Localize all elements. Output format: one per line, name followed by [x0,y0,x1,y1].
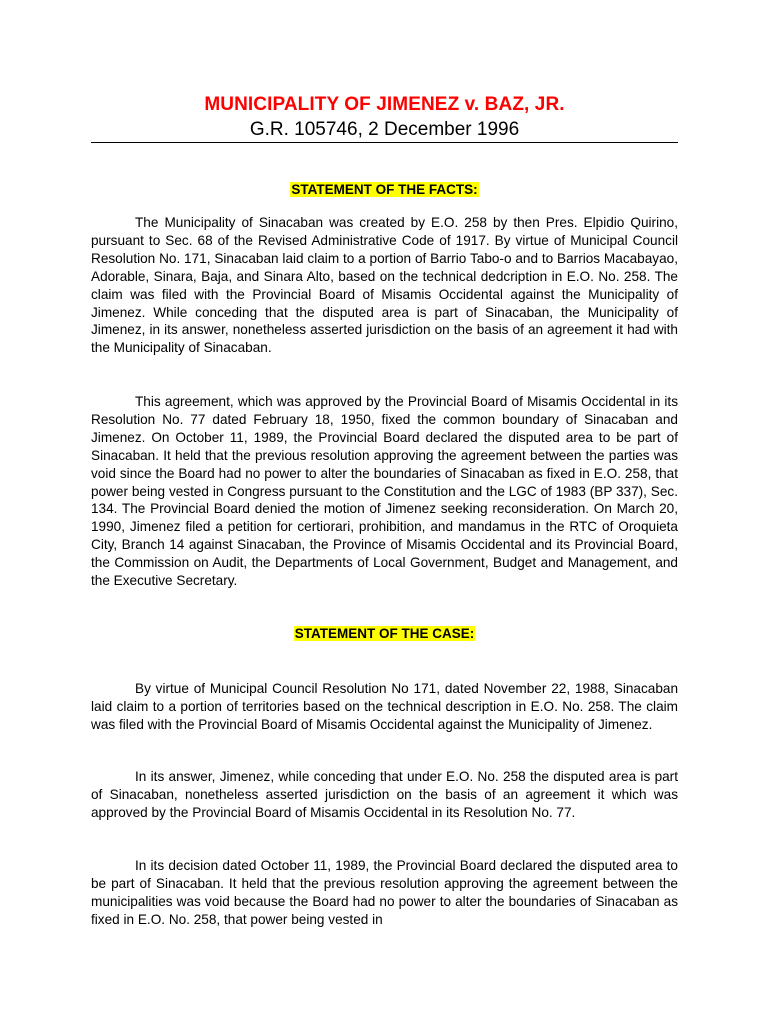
section-heading-facts: STATEMENT OF THE FACTS: [291,182,478,197]
paragraph: The Municipality of Sinacaban was created by E.O. 258 by then Pres. Elpidio Quirino, pursuant to Sec. 68 of the Revised Administrative Code of 1917. By virtue of Municipal Council Resolution No. 171, Sinacaban laid claim to a portion of Barrio Tabo-o and to Barrios Macabayao, Adorable, Sinara, Baja, and Sinara Alto, based on the technical dedcription in E.O. No. 258. The claim was filed with the Provincial Board of Misamis Occidental against the Municipality of Jimenez. While conceding that the disputed area is part of Sinacaban, the Municipality of Jimenez, in its answer, nonetheless asserted jurisdiction on the basis of an agreement it had with the Municipality of Sinacaban. [91,215,678,356]
section-heading-case: STATEMENT OF THE CASE: [294,626,475,641]
paragraph: In its decision dated October 11, 1989, the Provincial Board declared the disputed area to be part of Sinacaban. It held that the previous resolution approving the agreement between the municipalities was void because the Board had no power to alter the boundaries of Sinacaban as fixed in E.O. No. 258, that power being vested in [91,858,678,927]
case-citation: G.R. 105746, 2 December 1996 [249,119,520,140]
document-header [91,92,678,142]
paragraph: In its answer, Jimenez, while conceding that under E.O. No. 258 the disputed area is part of Sinacaban, nonetheless asserted jurisdiction on the basis of an agreement it which was approved by the Provincial Board of Misamis Occidental in its Resolution No. 77. [91,769,678,820]
paragraph: By virtue of Municipal Council Resolution No 171, dated November 22, 1988, Sinacaban laid claim to a portion of territories based on the technical description in E.O. No. 258. The claim was filed with the Provincial Board of Misamis Occidental against the Municipality of Jimenez. [91,681,678,732]
header-divider [91,142,678,143]
paragraph: This agreement, which was approved by the Provincial Board of Misamis Occidental in its Resolution No. 77 dated February 18, 1950, fixed the common boundary of Sinacaban and Jimenez. On October 11, 1989, the Provincial Board declared the disputed area to be part of Sinacaban. It held that the previous resolution approving the agreement between the parties was void since the Board had no power to alter the boundaries of Sinacaban as fixed in E.O. 258, that power being vested in Congress pursuant to the Constitution and the LGC of 1983 (BP 337), Sec. 134. The Provincial Board denied the motion of Jimenez seeking reconsideration. On March 20, 1990, Jimenez filed a petition for certiorari, prohibition, and mandamus in the RTC of Oroquieta City, Branch 14 against Sinacaban, the Province of Misamis Occidental and its Provincial Board, the Commission on Audit, the Departments of Local Government, Budget and Management, and the Executive Secretary. [91,394,678,589]
case-title: MUNICIPALITY OF JIMENEZ v. BAZ, JR. [204,94,565,115]
